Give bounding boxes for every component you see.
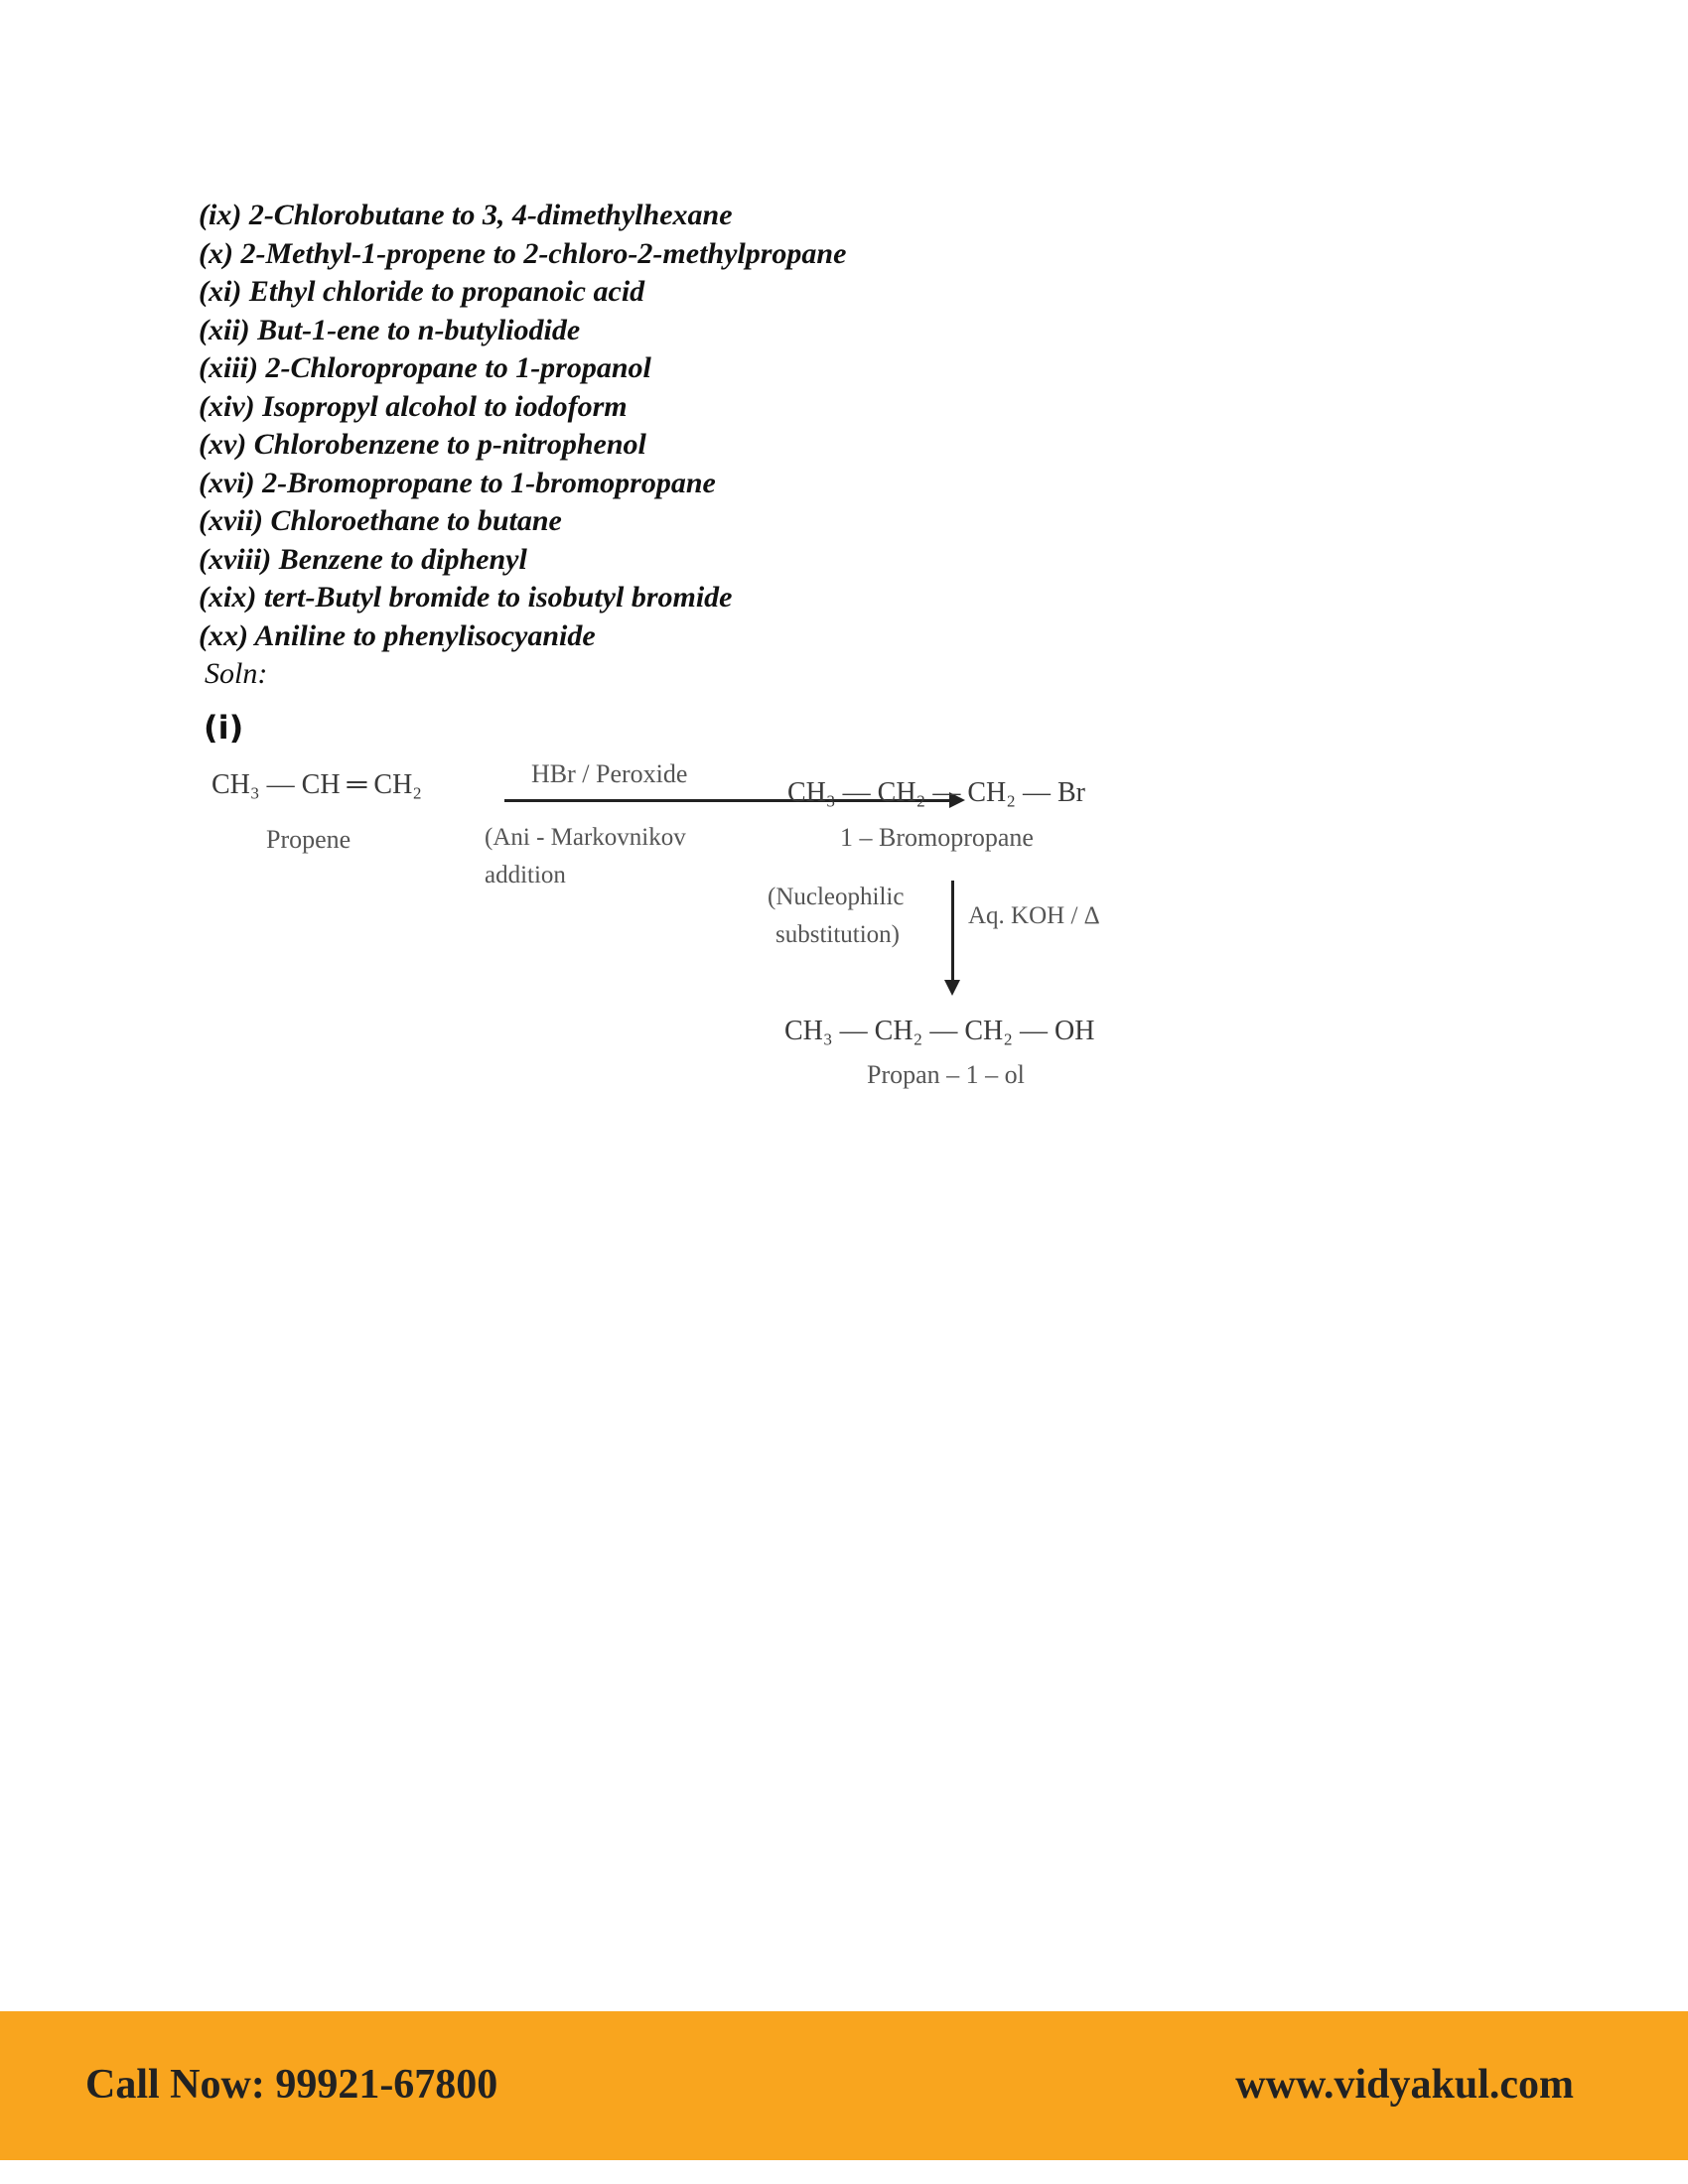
phone-number: Call Now: 99921-67800 [85,2062,498,2108]
step2-condition: (Nucleophilic [768,884,905,910]
product-formula: CH₃ — CH₂ — CH₂ — OH [784,1016,1095,1046]
step1-condition: (Ani - Markovnikov [485,824,686,851]
footer-banner [0,2011,1688,2160]
intermediate-formula: CH₃ — CH₂ — CH₂ — Br [787,777,1085,808]
question-item: (xv) Chlorobenzene to p-nitrophenol [199,428,646,461]
step2-reagent: Aq. KOH / Δ [968,902,1100,929]
downward-arrow [951,881,954,980]
question-item: (xix) tert-Butyl bromide to isobutyl bromide [199,581,733,614]
website-link[interactable]: www.vidyakul.com [1235,2062,1574,2108]
question-item: (ix) 2-Chlorobutane to 3, 4-dimethylhexane [199,199,733,231]
question-list [199,197,846,655]
reaction-scheme [199,750,1172,1107]
question-item: (xiv) Isopropyl alcohol to iodoform [199,389,628,423]
question-item: (xvii) Chloroethane to butane [199,504,562,537]
step1-condition: addition [485,862,566,888]
question-item: (xiii) 2-Chloropropane to 1-propanol [199,351,651,384]
reactant-name: Propene [266,825,352,854]
step1-reagent: HBr / Peroxide [531,759,688,788]
question-item: (xi) Ethyl chloride to propanoic acid [199,275,645,308]
intermediate-name: 1 – Bromopropane [840,823,1034,852]
reactant-formula: CH₃ — CH ═ CH₂ [211,769,423,800]
solution-label: Soln: [205,657,268,690]
product-name: Propan – 1 – ol [867,1060,1025,1089]
question-item: (x) 2-Methyl-1-propene to 2-chloro-2-methylpropane [199,236,847,270]
question-item: (xii) But-1-ene to n-butyliodide [199,313,581,346]
question-item: (xviii) Benzene to diphenyl [199,542,527,576]
step2-condition: substitution) [775,921,901,948]
part-label: (i) [204,709,244,747]
question-item: (xvi) 2-Bromopropane to 1-bromopropane [199,466,716,499]
question-item: (xx) Aniline to phenylisocyanide [199,618,596,652]
